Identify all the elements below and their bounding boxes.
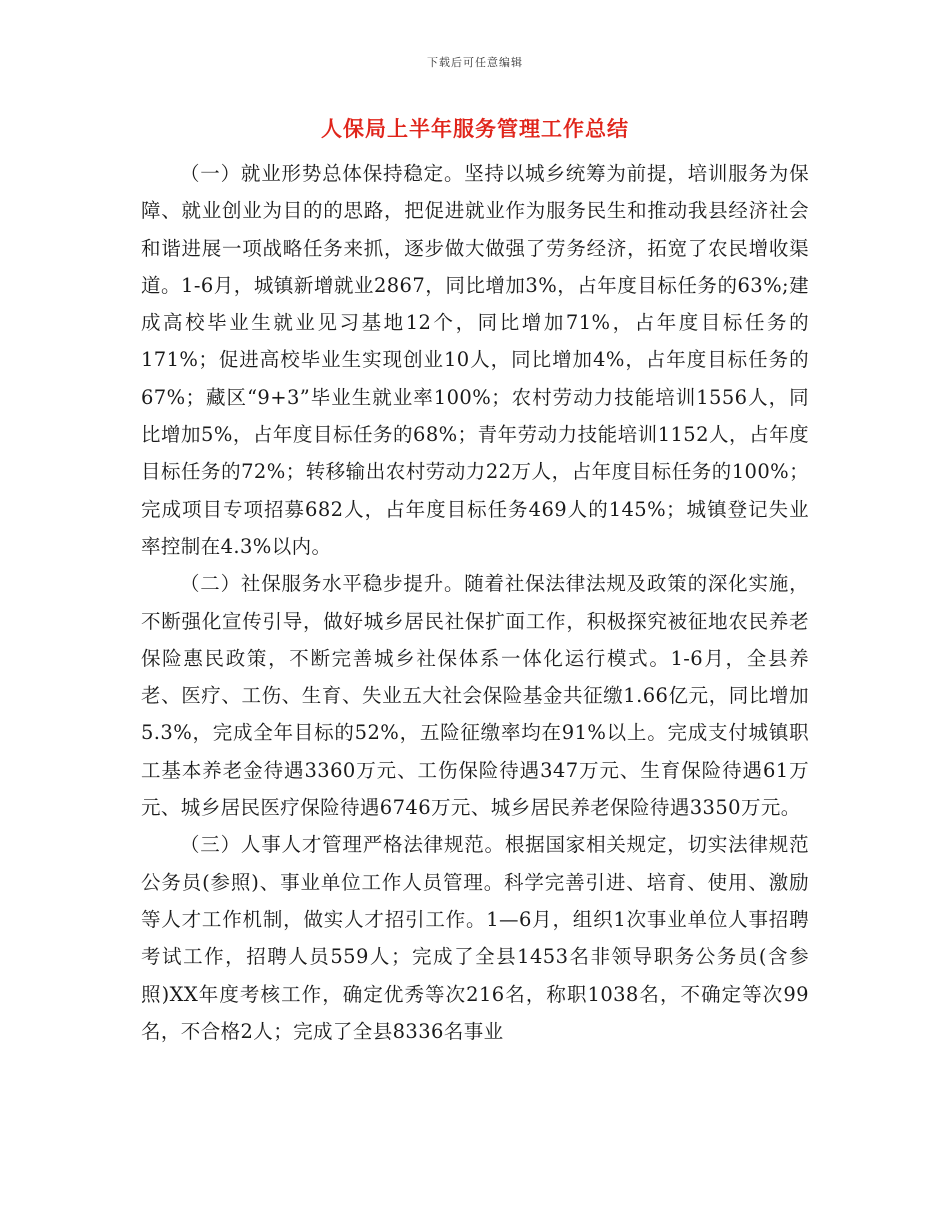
page-title: 人保局上半年服务管理工作总结	[321, 116, 629, 141]
paragraph-employment: （一）就业形势总体保持稳定。坚持以城乡统筹为前提，培训服务为保障、就业创业为目的的思路，把促进就业作为服务民生和推动我县经济社会和谐进展一项战略任务来抓，逐步做大做强了劳务经济，拓宽了农民增收渠道。1-6月，城镇新增就业2867，同比增加3%，占年度目标任务的63%;建成高校毕业生就业见习基地12个，同比增加71%，占年度目标任务的171%；促进高校毕业生实现创业10人，同比增加4%，占年度目标任务的67%；藏区“9+3”毕业生就业率100%；农村劳动力技能培训1556人，同比增加5%，占年度目标任务的68%；青年劳动力技能培训1152人，占年度目标任务的72%；转移输出农村劳动力22万人，占年度目标任务的100%；完成项目专项招募682人，占年度目标任务469人的145%；城镇登记失业率控制在4.3%以内。	[141, 162, 809, 558]
header-note: 下载后可任意编辑	[427, 56, 523, 69]
paragraph-personnel: （三）人事人才管理严格法律规范。根据国家相关规定，切实法律规范公务员(参照)、事业单位工作人员管理。科学完善引进、培育、使用、激励等人才工作机制，做实人才招引工作。1—6月，组织1次事业单位人事招聘考试工作，招聘人员559人；完成了全县1453名非领导职务公务员(含参照)XX年度考核工作，确定优秀等次216名，称职1038名，不确定等次99名，不合格2人；完成了全县8336名事业	[141, 833, 809, 1043]
document-body	[141, 155, 809, 1050]
paragraph-social-security: （二）社保服务水平稳步提升。随着社保法律法规及政策的深化实施，不断强化宣传引导，做好城乡居民社保扩面工作，积极探究被征地农民养老保险惠民政策，不断完善城乡社保体系一体化运行模式。1-6月，全县养老、医疗、工伤、生育、失业五大社会保险基金共征缴1.66亿元，同比增加5.3%，完成全年目标的52%，五险征缴率均在91%以上。完成支付城镇职工基本养老金待遇3360万元、工伤保险待遇347万元、生育保险待遇61万元、城乡居民医疗保险待遇6746万元、城乡居民养老保险待遇3350万元。	[141, 572, 809, 820]
